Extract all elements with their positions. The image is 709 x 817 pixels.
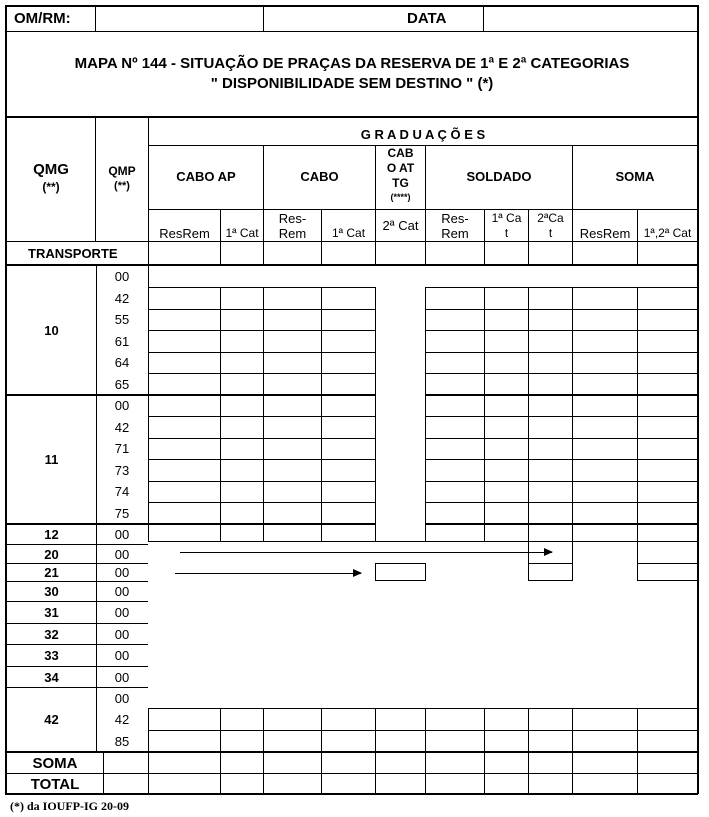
sub-sold-2cat-1: 2ªCa: [537, 211, 564, 225]
qmg-30: 30: [44, 584, 59, 599]
qmg-33: 33: [44, 648, 59, 663]
sub-cabo-1cat: 1ª Cat: [331, 226, 366, 240]
sub-sold-2cat-2: t: [548, 226, 553, 240]
cabo-ap-header: CABO AP: [176, 169, 236, 184]
qmp-31-00: 00: [114, 605, 130, 620]
qmp-10-00: 00: [114, 269, 130, 284]
sub-cabo-resrem-2: Rem: [278, 226, 307, 241]
sub-cabo-resrem-1: Res-: [278, 211, 307, 226]
qmp-10-55: 55: [114, 312, 130, 327]
qmp-34-00: 00: [114, 670, 130, 685]
qmg-21: 21: [44, 565, 59, 580]
transporte-label: TRANSPORTE: [28, 246, 118, 261]
total-row-label: TOTAL: [30, 776, 80, 793]
map-subtitle: " DISPONIBILIDADE SEM DESTINO " (*): [210, 75, 494, 92]
qmp-32-00: 00: [114, 627, 130, 642]
row21-attg-cell[interactable]: [375, 563, 426, 581]
qmp-11-75: 75: [114, 506, 130, 521]
cabo-header: CABO: [300, 169, 339, 184]
qmg-10: 10: [44, 323, 59, 338]
qmp-33-00: 00: [114, 648, 130, 663]
sub-cabo-ap-resrem: ResRem: [159, 226, 210, 241]
sub-sold-1cat-2: t: [504, 226, 509, 240]
cabo-attg-header-line3: TG: [392, 176, 409, 190]
qmp-20-00: 00: [114, 547, 130, 562]
sub-sold-1cat-1: 1ª Ca: [491, 211, 522, 225]
soma-header: SOMA: [615, 169, 655, 184]
qmg-note: (**): [42, 180, 60, 194]
qmp-11-71: 71: [114, 441, 130, 456]
qmp-note: (**): [114, 180, 130, 192]
qmg-20: 20: [44, 547, 59, 562]
qmp-10-42: 42: [114, 291, 130, 306]
qmp-42-42: 42: [114, 712, 130, 727]
qmp-21-00: 00: [114, 565, 130, 580]
qmg-32: 32: [44, 627, 59, 642]
qmg-header: QMG: [33, 161, 69, 178]
qmg-31: 31: [44, 605, 59, 620]
sub-attg-2cat: 2ª Cat: [382, 218, 419, 233]
qmp-header: QMP: [108, 164, 136, 178]
graduacoes-header: G R A D U A Ç Õ E S: [360, 127, 486, 142]
qmp-30-00: 00: [114, 584, 130, 599]
sub-cabo-ap-1cat: 1ª Cat: [225, 226, 259, 240]
qmp-11-73: 73: [114, 463, 130, 478]
cabo-attg-header-line2: O AT: [386, 161, 415, 175]
qmp-10-65: 65: [114, 377, 130, 392]
sub-soma-resrem: ResRem: [579, 226, 631, 241]
soma-row-label: SOMA: [32, 755, 78, 772]
qmg-12: 12: [44, 527, 59, 542]
map-title: MAPA Nº 144 - SITUAÇÃO DE PRAÇAS DA RESERVA DE 1ª E 2ª CATEGORIAS: [74, 55, 630, 72]
row21-arrow: [175, 573, 361, 574]
footnote: (*) da IOUFP-IG 20-09: [10, 799, 129, 813]
cabo-attg-note: (****): [390, 192, 411, 202]
sub-sold-resrem-1: Res-: [441, 211, 469, 226]
qmg-11: 11: [44, 452, 59, 467]
row21-soma-cell[interactable]: [637, 563, 698, 581]
qmp-10-61: 61: [114, 334, 130, 349]
sub-soma-12cat: 1ª,2ª Cat: [643, 226, 692, 240]
row20-arrow: [180, 552, 552, 553]
qmp-10-64: 64: [114, 355, 130, 370]
qmg-42: 42: [44, 712, 59, 727]
sub-sold-resrem-2: Rem: [441, 226, 469, 241]
qmp-11-00: 00: [114, 398, 130, 413]
om-rm-label: OM/RM:: [14, 10, 71, 27]
qmp-12-00: 00: [114, 527, 130, 542]
row21-sold2cat-cell[interactable]: [528, 563, 573, 581]
qmg-34: 34: [44, 670, 59, 685]
qmp-42-00: 00: [114, 691, 130, 706]
data-label: DATA: [407, 10, 447, 27]
qmp-11-74: 74: [114, 484, 130, 499]
qmp-42-85: 85: [114, 734, 130, 749]
qmp-11-42: 42: [114, 420, 130, 435]
soldado-header: SOLDADO: [466, 169, 532, 184]
cabo-attg-header-line1: CAB: [387, 146, 414, 160]
